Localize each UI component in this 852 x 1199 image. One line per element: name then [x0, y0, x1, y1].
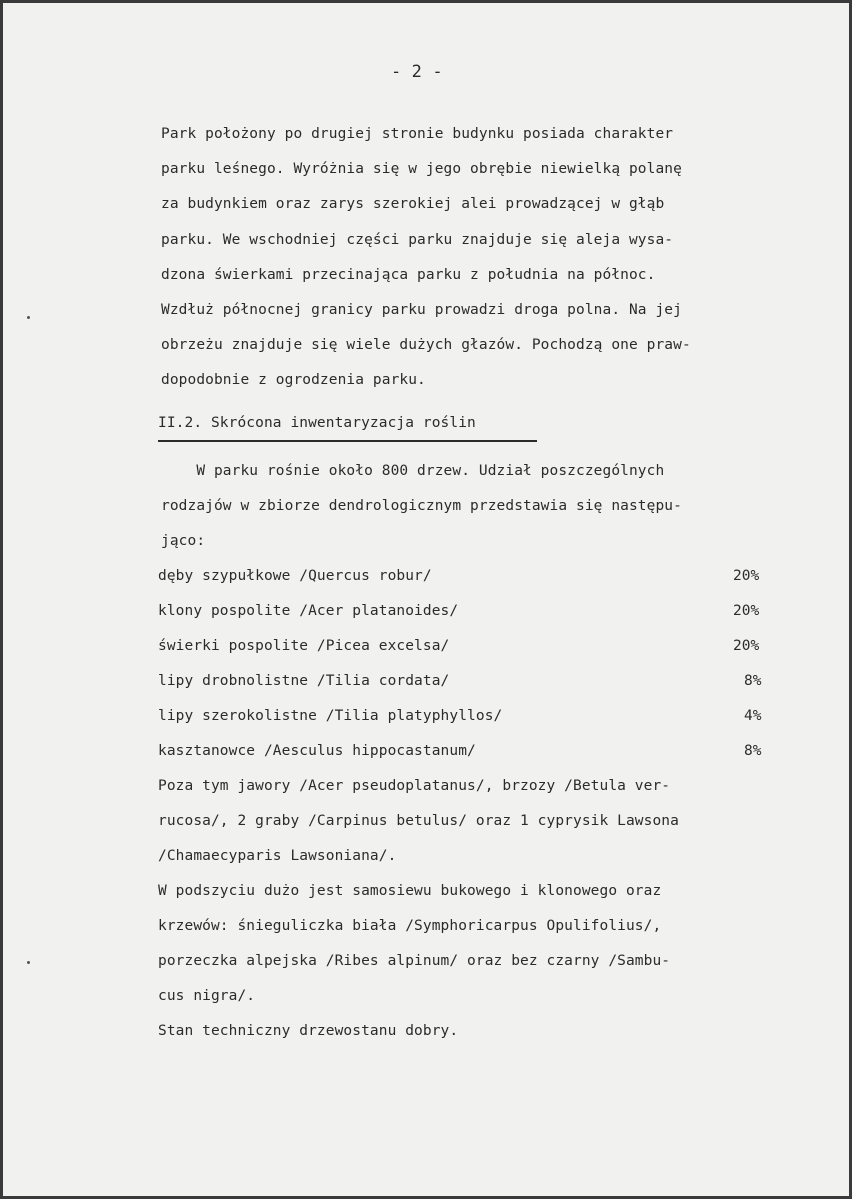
- margin-dot: [27, 961, 30, 964]
- closing-line: cus nigra/.: [158, 988, 256, 1004]
- section-heading: II.2. Skrócona inwentaryzacja roślin: [158, 415, 476, 431]
- intro-line: parku. We wschodniej części parku znajduje się aleja wysa-: [161, 232, 674, 248]
- species-percent: 20%: [733, 638, 760, 654]
- closing-line: Stan techniczny drzewostanu dobry.: [158, 1023, 459, 1039]
- section-intro-line: jąco:: [161, 533, 206, 549]
- species-name: kasztanowce /Aesculus hippocastanum/: [158, 743, 476, 759]
- closing-line: W podszyciu dużo jest samosiewu bukowego i klonowego oraz: [158, 883, 662, 899]
- intro-line: Wzdłuż północnej granicy parku prowadzi droga polna. Na jej: [161, 302, 682, 318]
- species-percent: 20%: [733, 568, 760, 584]
- closing-line: rucosa/, 2 graby /Carpinus betulus/ oraz 1 cyprysik Lawsona: [158, 813, 679, 829]
- intro-line: za budynkiem oraz zarys szerokiej alei prowadzącej w głąb: [161, 196, 665, 212]
- species-name: lipy drobnolistne /Tilia cordata/: [158, 673, 450, 689]
- species-percent: 20%: [733, 603, 760, 619]
- species-name: dęby szypułkowe /Quercus robur/: [158, 568, 432, 584]
- intro-line: dzona świerkami przecinająca parku z południa na północ.: [161, 267, 656, 283]
- closing-line: Poza tym jawory /Acer pseudoplatanus/, brzozy /Betula ver-: [158, 778, 671, 794]
- page-number: - 2 -: [391, 62, 443, 82]
- closing-line: krzewów: śnieguliczka biała /Symphoricarpus Opulifolius/,: [158, 918, 662, 934]
- intro-line: parku leśnego. Wyróżnia się w jego obrębie niewielką polanę: [161, 161, 682, 177]
- species-name: świerki pospolite /Picea excelsa/: [158, 638, 450, 654]
- species-name: lipy szerokolistne /Tilia platyphyllos/: [158, 708, 503, 724]
- closing-line: porzeczka alpejska /Ribes alpinum/ oraz bez czarny /Sambu-: [158, 953, 671, 969]
- intro-line: Park położony po drugiej stronie budynku posiada charakter: [161, 126, 674, 142]
- heading-underline: [158, 440, 537, 442]
- intro-line: dopodobnie z ogrodzenia parku.: [161, 372, 426, 388]
- document-page: [3, 3, 849, 1196]
- species-percent: 4%: [744, 708, 762, 724]
- species-name: klony pospolite /Acer platanoides/: [158, 603, 459, 619]
- section-intro-line: rodzajów w zbiorze dendrologicznym przedstawia się następu-: [161, 498, 682, 514]
- margin-dot: [27, 316, 30, 319]
- species-percent: 8%: [744, 743, 762, 759]
- intro-line: obrzeżu znajduje się wiele dużych głazów. Pochodzą one praw-: [161, 337, 691, 353]
- section-intro-line: W parku rośnie około 800 drzew. Udział poszczególnych: [161, 463, 665, 479]
- closing-line: /Chamaecyparis Lawsoniana/.: [158, 848, 397, 864]
- species-percent: 8%: [744, 673, 762, 689]
